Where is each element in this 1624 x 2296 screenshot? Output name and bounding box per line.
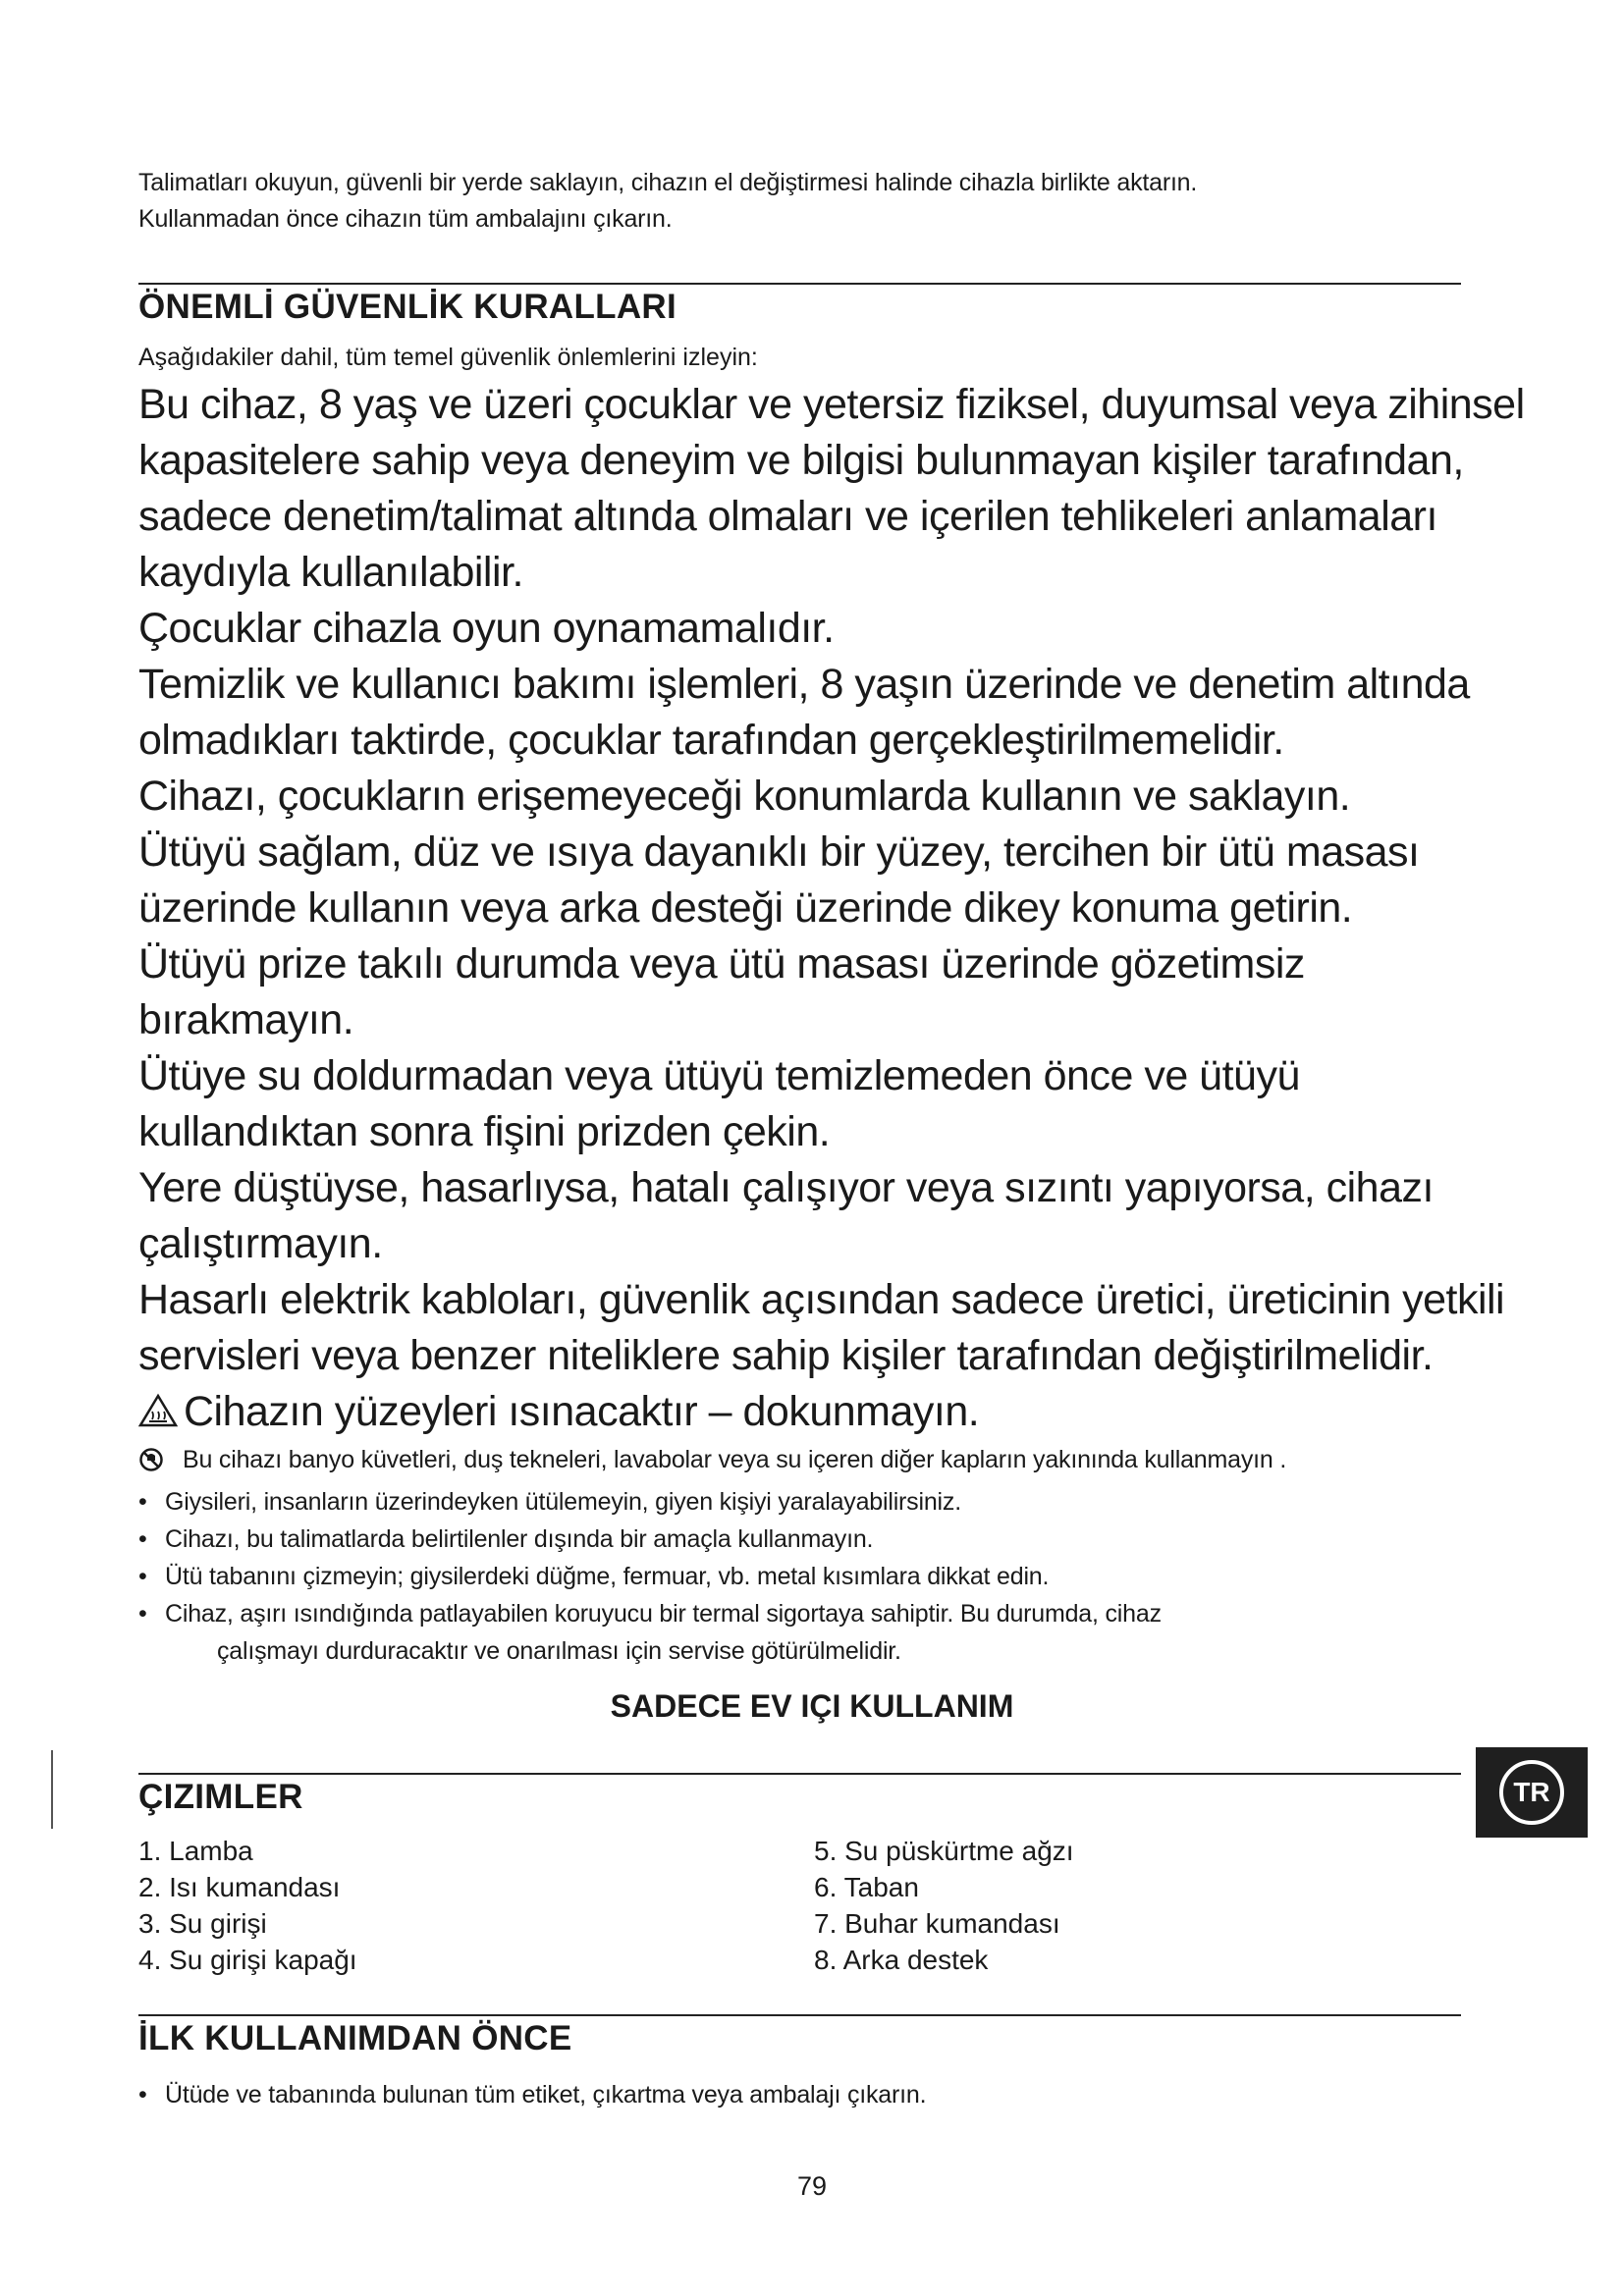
paragraph-line: kapasitelere sahip veya deneyim ve bilgisi bulunmayan kişiler tarafından, — [138, 437, 1464, 484]
first-use-list — [138, 2076, 926, 2113]
drawings-heading: ÇIZIMLER — [138, 1778, 303, 1816]
list-item-text: Cihaz, aşırı ısındığında patlayabilen koruyucu bir termal sigortaya sahiptir. Bu durumda, cihaz — [165, 1600, 1162, 1628]
hot-surface-warning — [138, 1384, 1525, 1443]
list-item: 5. Su püskürtme ağzı — [814, 1836, 1074, 1866]
paragraph-line: Bu cihaz, 8 yaş ve üzeri çocuklar ve yetersiz fiziksel, duyumsal veya zihinsel — [138, 381, 1525, 428]
paragraph-line: kullandıktan sonra fişini prizden çekin. — [138, 1108, 831, 1155]
safety-paragraphs — [138, 377, 1525, 1443]
list-item-continuation: çalışmayı durduracaktır ve onarılması için servise götürülmelidir. — [217, 1637, 901, 1665]
water-warning-text: Bu cihazı banyo küvetleri, duş tekneleri, lavabolar veya su içeren diğer kapların yakınında kullanmayın . — [183, 1446, 1287, 1473]
list-item: 7. Buhar kumandası — [814, 1908, 1060, 1939]
list-item-text: Giysileri, insanların üzerindeyken ütülemeyin, giyen kişiyi yaralayabilirsiniz. — [165, 1488, 961, 1516]
paragraph-line: olmadıkları taktirde, çocuklar tarafından gerçekleştirilmemelidir. — [138, 717, 1284, 764]
first-use-heading: İLK KULLANIMDAN ÖNCE — [138, 2019, 572, 2057]
paragraph-line: üzerinde kullanın veya arka desteği üzerinde dikey konuma getirin. — [138, 884, 1353, 932]
list-item: 4. Su girişi kapağı — [138, 1945, 357, 1975]
list-item — [138, 1483, 1286, 1521]
paragraph-line: Ütüyü prize takılı durumda veya ütü masası üzerinde gözetimsiz — [138, 940, 1305, 988]
bullet: • — [138, 1525, 147, 1553]
safety-paragraph — [138, 601, 1525, 657]
no-water-icon — [138, 1441, 183, 1483]
list-item: 6. Taban — [814, 1872, 919, 1902]
paragraph-line: Temizlik ve kullanıcı bakımı işlemleri, 8 yaşın üzerinde ve denetim altında — [138, 661, 1470, 708]
list-item: 3. Su girişi — [138, 1908, 267, 1939]
paragraph-line: sadece denetim/talimat altında olmaları ve içerilen tehlikeleri anlamaları — [138, 493, 1437, 540]
safety-paragraph — [138, 825, 1525, 936]
language-badge-label: TR — [1499, 1760, 1564, 1825]
paragraph-line: Çocuklar cihazla oyun oynamamalıdır. — [138, 605, 835, 652]
language-badge — [1476, 1747, 1588, 1838]
household-only-heading: SADECE EV IÇI KULLANIM — [610, 1688, 1014, 1724]
safety-paragraph — [138, 657, 1525, 769]
safety-paragraph — [138, 377, 1525, 601]
margin-line — [51, 1750, 53, 1829]
safety-subtitle: Aşağıdakiler dahil, tüm temel güvenlik önlemlerini izleyin: — [138, 344, 758, 371]
paragraph-line: çalıştırmayın. — [138, 1220, 383, 1267]
safety-notes — [138, 1441, 1286, 1670]
paragraph-line: Hasarlı elektrik kabloları, güvenlik açısından sadece üretici, üreticinin yetkili — [138, 1276, 1505, 1323]
water-warning — [138, 1441, 1286, 1483]
section-divider — [138, 283, 1461, 285]
paragraph-line: Yere düştüyse, hasarlıysa, hatalı çalışıyor veya sızıntı yapıyorsa, cihazı — [138, 1164, 1434, 1211]
safety-paragraph — [138, 936, 1525, 1048]
bullet: • — [138, 2081, 147, 2109]
list-item: 2. Isı kumandası — [138, 1872, 341, 1902]
paragraph-line: Ütüye su doldurmadan veya ütüyü temizlemeden önce ve ütüyü — [138, 1052, 1300, 1099]
list-item: 1. Lamba — [138, 1836, 253, 1866]
safety-heading: ÖNEMLİ GÜVENLİK KURALLARI — [138, 288, 677, 326]
paragraph-line: Cihazı, çocukların erişemeyeceği konumlarda kullanın ve saklayın. — [138, 773, 1351, 820]
section-divider — [138, 2014, 1461, 2016]
bullet: • — [138, 1600, 147, 1628]
intro-text — [138, 165, 1197, 238]
list-item — [138, 2076, 926, 2113]
paragraph-line: Ütüyü sağlam, düz ve ısıya dayanıklı bir yüzey, tercihen bir ütü masası — [138, 828, 1420, 876]
intro-line: Kullanmadan önce cihazın tüm ambalajını çıkarın. — [138, 205, 673, 233]
hot-surface-warning-icon — [138, 1387, 178, 1443]
safety-paragraph — [138, 769, 1525, 825]
section-divider — [138, 1773, 1461, 1775]
safety-paragraph — [138, 1272, 1525, 1384]
drawings-list-left — [138, 1833, 357, 1978]
page-number: 79 — [796, 2171, 828, 2201]
list-item-text: Ütüde ve tabanında bulunan tüm etiket, çıkartma veya ambalajı çıkarın. — [165, 2081, 927, 2109]
hot-surface-warning-text: Cihazın yüzeyleri ısınacaktır – dokunmayın. — [184, 1388, 980, 1435]
paragraph-line: kaydıyla kullanılabilir. — [138, 549, 523, 596]
safety-paragraph — [138, 1048, 1525, 1160]
drawings-list-right — [814, 1833, 1074, 1978]
bullet: • — [138, 1563, 147, 1590]
safety-paragraph — [138, 1160, 1525, 1272]
intro-line: Talimatları okuyun, güvenli bir yerde saklayın, cihazın el değiştirmesi halinde cihazla birlikte aktarın. — [138, 169, 1198, 196]
list-item-text: Ütü tabanını çizmeyin; giysilerdeki düğme, fermuar, vb. metal kısımlara dikkat edin. — [165, 1563, 1050, 1590]
list-item — [138, 1595, 1286, 1632]
paragraph-line: servisleri veya benzer niteliklere sahip kişiler tarafından değiştirilmelidir. — [138, 1332, 1434, 1379]
list-item: 8. Arka destek — [814, 1945, 989, 1975]
bullet: • — [138, 1488, 147, 1516]
list-item — [138, 1558, 1286, 1595]
paragraph-line: bırakmayın. — [138, 996, 354, 1043]
list-item — [138, 1521, 1286, 1558]
list-item-text: Cihazı, bu talimatlarda belirtilenler dışında bir amaçla kullanmayın. — [165, 1525, 874, 1553]
